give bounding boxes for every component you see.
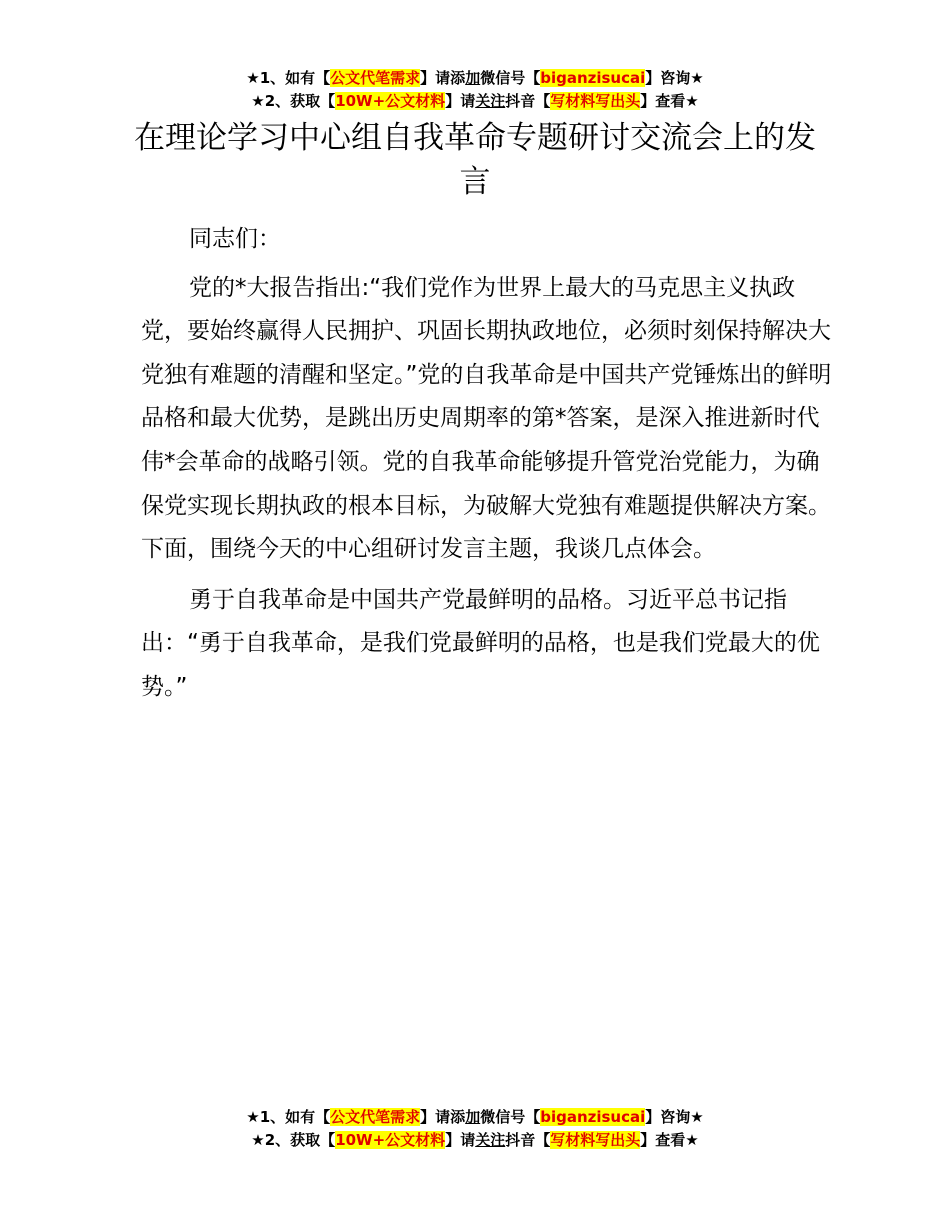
banner-text: ★1、如有【: [246, 1108, 331, 1126]
document-body: [141, 218, 841, 717]
banner-underlined-text: 加: [465, 69, 481, 87]
banner-text: 抖音【: [505, 92, 551, 110]
greeting: 同志们：: [189, 226, 281, 252]
banner-text: 微信号【: [480, 1108, 541, 1126]
banner-text: 】查看★: [640, 1131, 699, 1149]
banner-line-1: [0, 1106, 950, 1129]
banner-text: 】请: [445, 1131, 476, 1149]
banner-text: 】请添: [420, 69, 466, 87]
banner-text: 】查看★: [640, 92, 699, 110]
banner-text: 】咨询★: [645, 69, 704, 87]
banner-highlight: 公文代笔需求: [330, 69, 421, 87]
banner-text: 】请: [445, 92, 476, 110]
banner-highlight: 公文代笔需求: [330, 1108, 421, 1126]
banner-highlight: biganzisucai: [540, 1108, 646, 1126]
banner-highlight: 10W+公文材料: [335, 1131, 446, 1149]
document-title: 在理论学习中心组自我革命专题研讨交流会上的发言: [134, 120, 816, 200]
header-banner: [0, 67, 950, 113]
banner-line-1: [0, 67, 950, 90]
banner-highlight: 10W+公文材料: [335, 92, 446, 110]
body-paragraph: 勇于自我革命是中国共产党最鲜明的品格。习近平总书记指出：“勇于自我革命，是我们党最鲜明的品格，也是我们党最大的优势。”: [141, 586, 820, 700]
banner-highlight: 写材料写出头: [550, 92, 641, 110]
body-paragraph: 党的*大报告指出:“我们党作为世界上最大的马克思主义执政党，要始终赢得人民拥护、巩固长期执政地位，必须时刻保持解决大党独有难题的清醒和坚定。”党的自我革命是中国共产党锤炼出的鲜明品格和最大优势，是跳出历史周期率的第*答案，是深入推进新时代伟*会革命的战略引领。党的自我革命能够提升管党治党能力，为确保党实现长期执政的根本目标，为破解大党独有难题提供解决方案。下面，围绕今天的中心组研讨发言主题，我谈几点体会。: [141, 274, 832, 563]
banner-underlined-text: 关注: [475, 1131, 506, 1149]
banner-text: ★2、获取【: [251, 92, 336, 110]
banner-text: 】咨询★: [645, 1108, 704, 1126]
footer-banner: [0, 1106, 950, 1152]
banner-text: 微信号【: [480, 69, 541, 87]
banner-text: ★1、如有【: [246, 69, 331, 87]
banner-line-2: [0, 1129, 950, 1152]
banner-underlined-text: 加: [465, 1108, 481, 1126]
banner-highlight: biganzisucai: [540, 69, 646, 87]
banner-text: 】请添: [420, 1108, 466, 1126]
banner-text: 抖音【: [505, 1131, 551, 1149]
banner-text: ★2、获取【: [251, 1131, 336, 1149]
banner-line-2: [0, 90, 950, 113]
banner-highlight: 写材料写出头: [550, 1131, 641, 1149]
banner-underlined-text: 关注: [475, 92, 506, 110]
